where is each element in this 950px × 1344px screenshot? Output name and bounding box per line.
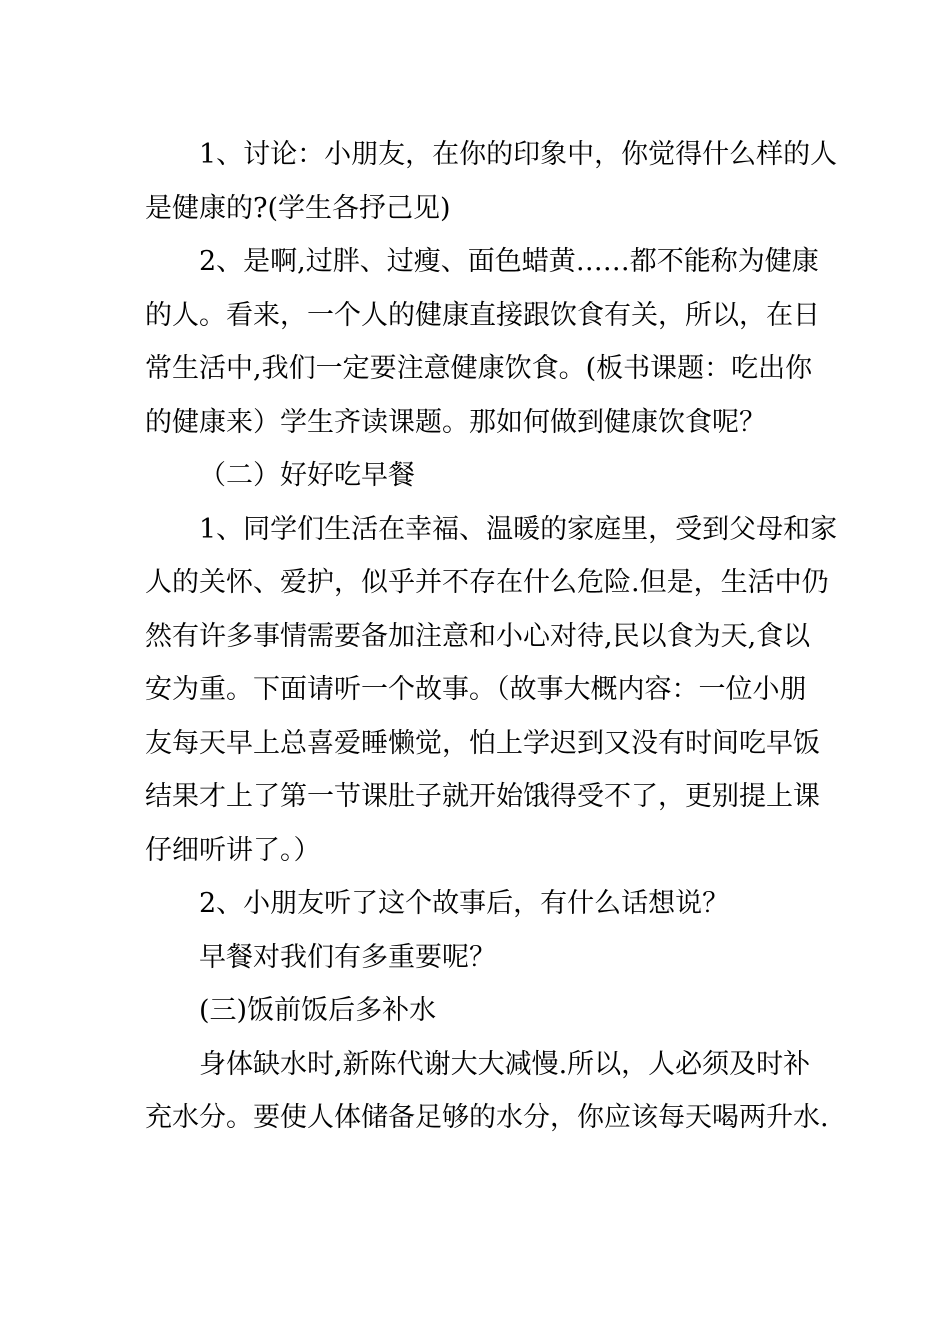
paragraph-line: 然有许多事情需要备加注意和小心对待,民以食为天,食以: [145, 620, 811, 652]
paragraph-line: 身体缺水时,新陈代谢大大减慢.所以，人必须及时补: [199, 1048, 811, 1080]
document-body: [145, 128, 838, 1145]
paragraph-line: 友每天早上总喜爱睡懒觉，怕上学迟到又没有时间吃早饭: [145, 727, 820, 759]
paragraph-line: 仔细听讲了。）: [145, 834, 321, 866]
paragraph-line: 常生活中,我们一定要注意健康饮食。(板书课题：吃出你: [145, 353, 813, 384]
section-heading: (三)饭前饭后多补水: [199, 995, 437, 1026]
paragraph-line: 结果才上了第一节课肚子就开始饿得受不了，更别提上课: [145, 781, 820, 812]
paragraph-line: 的人。看来，一个人的健康直接跟饮食有关，所以，在日: [145, 299, 820, 331]
paragraph-line: 安为重。下面请听一个故事。（故事大概内容：一位小朋: [145, 674, 807, 705]
paragraph-line: 2、小朋友听了这个故事后，有什么话想说？: [199, 888, 730, 919]
paragraph-line: 人的关怀、爱护，似乎并不存在什么危险.但是，生活中仍: [145, 567, 829, 598]
paragraph-line: 是健康的?(学生各抒己见): [145, 192, 451, 224]
paragraph-line: 1、讨论：小朋友，在你的印象中，你觉得什么样的人: [199, 139, 838, 170]
paragraph-line: 充水分。要使人体储备足够的水分，你应该每天喝两升水.: [145, 1102, 829, 1133]
paragraph-line: 早餐对我们有多重要呢？: [199, 941, 496, 973]
paragraph-line: 的健康来）学生齐读课题。那如何做到健康饮食呢？: [145, 406, 766, 438]
paragraph-line: 1、同学们生活在幸福、温暖的家庭里，受到父母和家: [199, 513, 838, 545]
paragraph-line: 2、是啊,过胖、过瘦、面色蜡黄……都不能称为健康: [199, 246, 819, 277]
section-heading: （二）好好吃早餐: [199, 460, 415, 491]
